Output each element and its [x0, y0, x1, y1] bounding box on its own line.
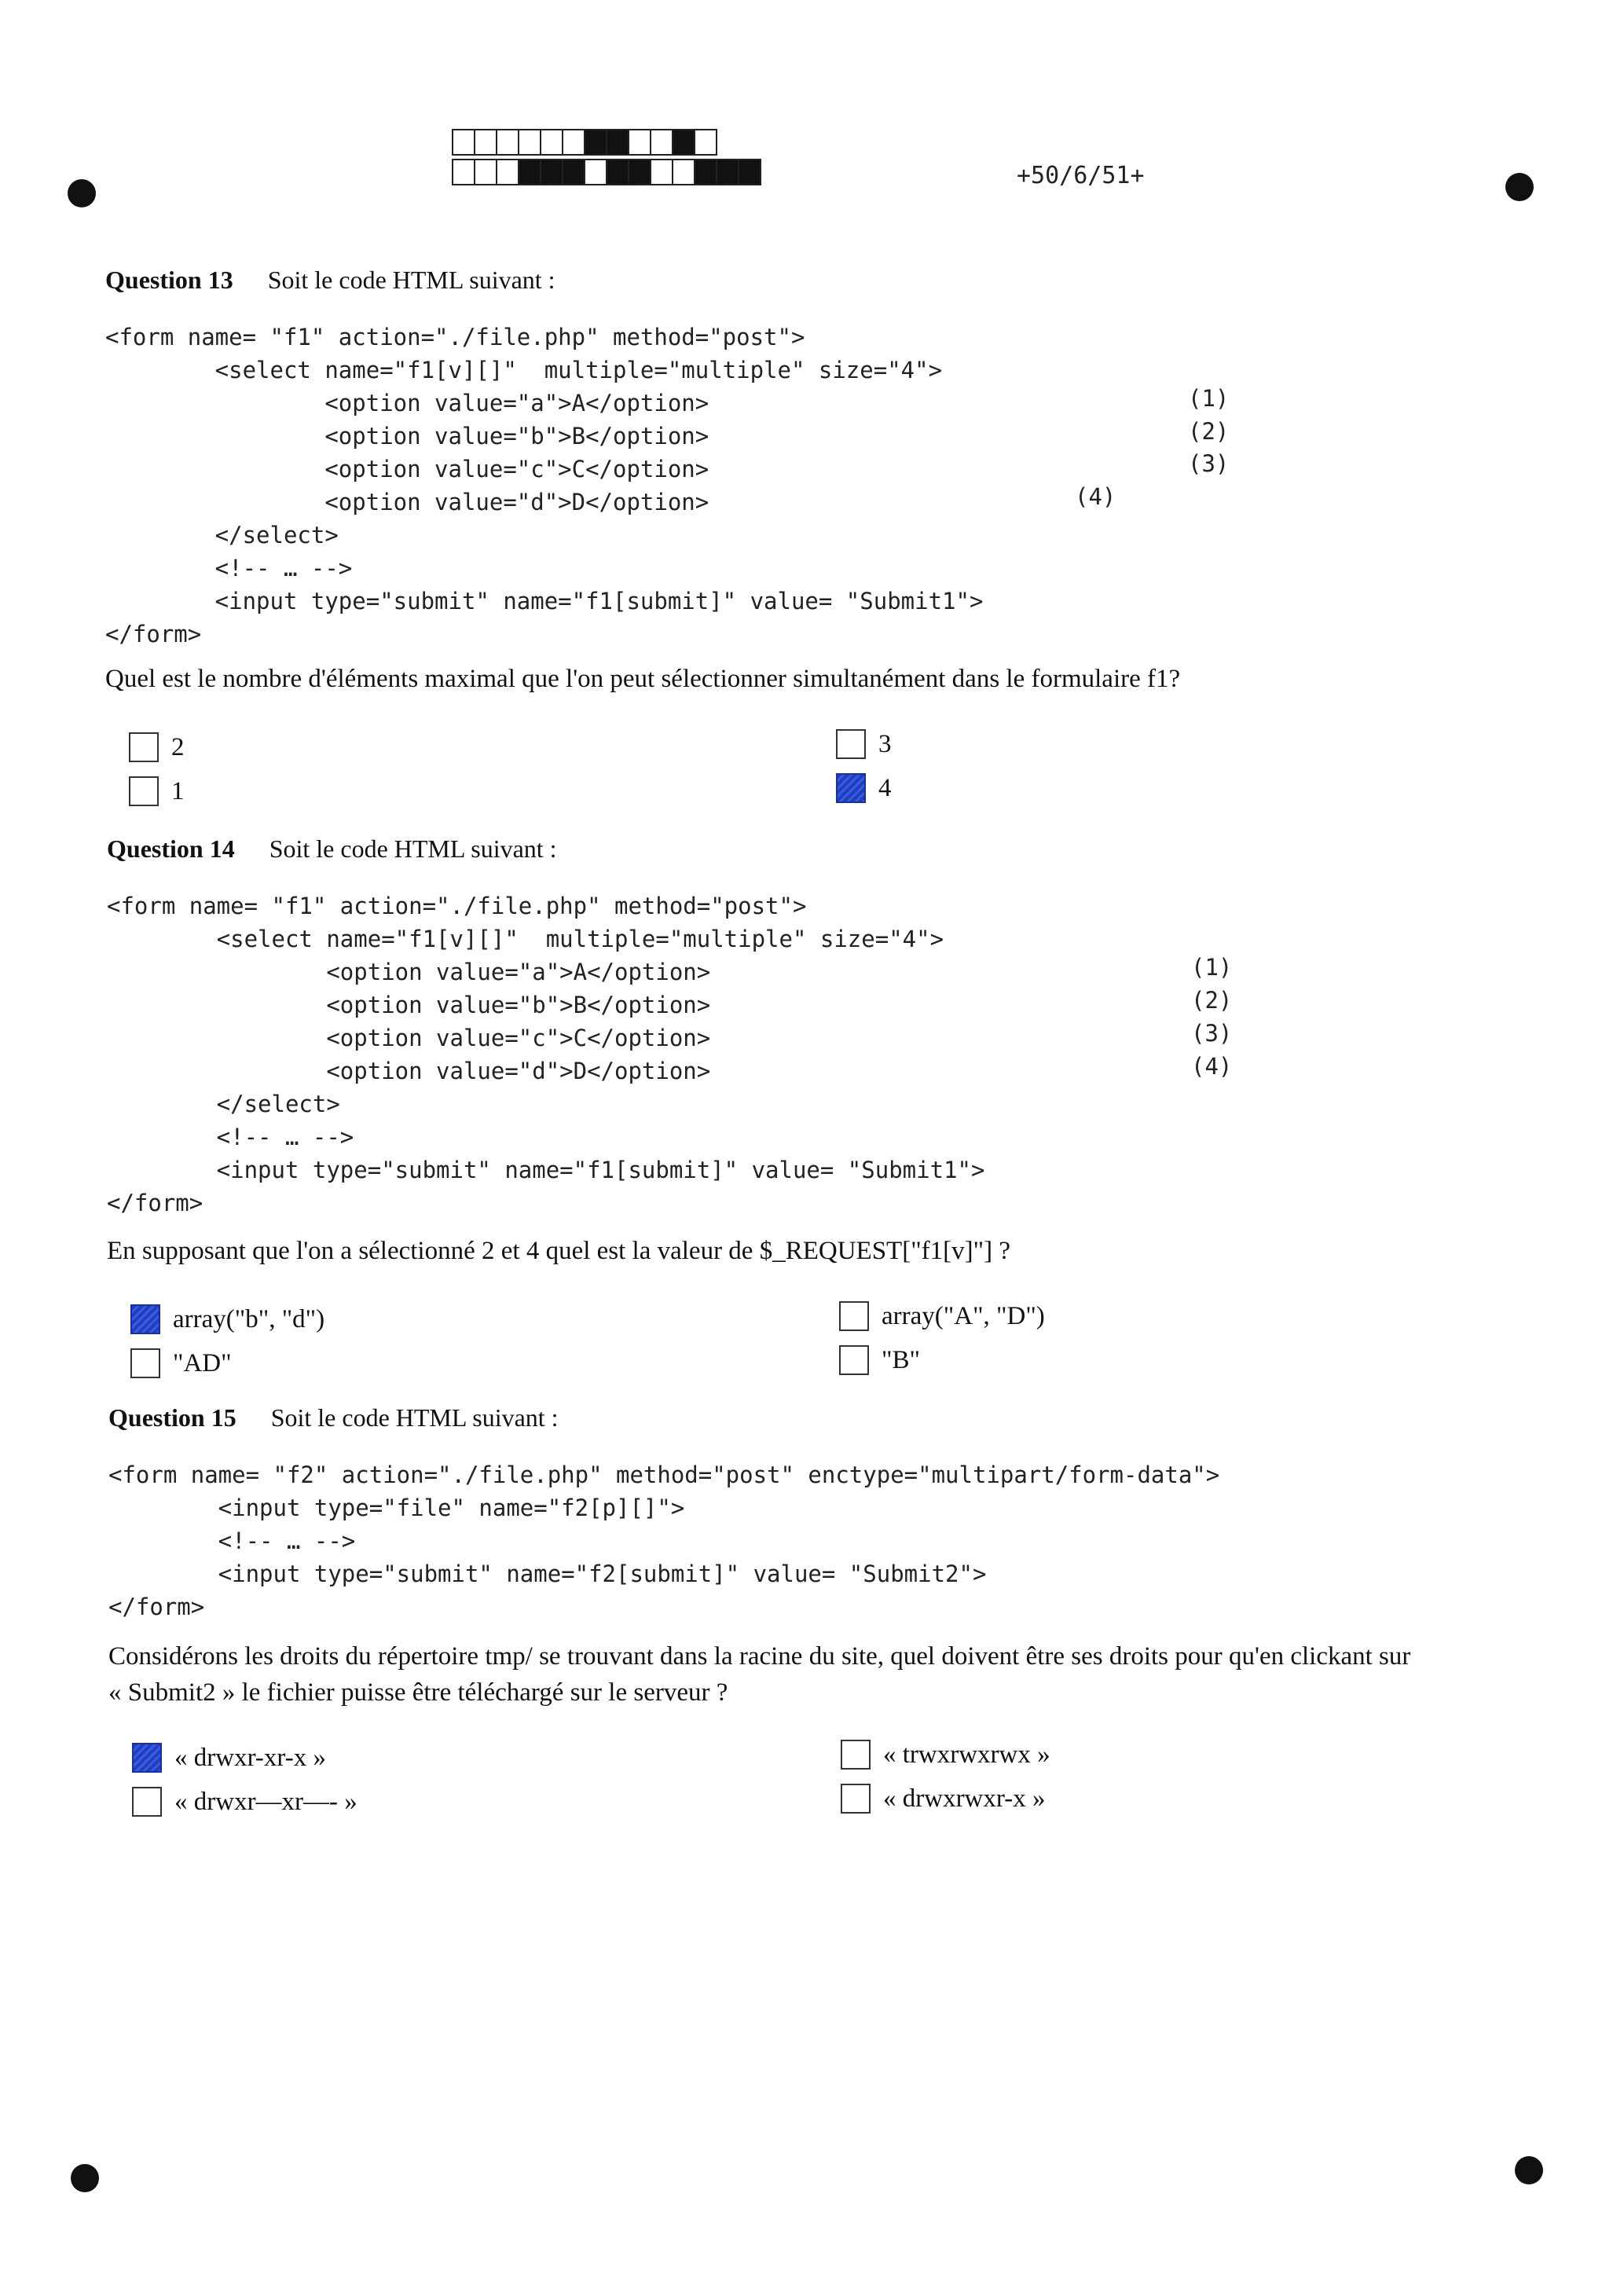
barcode-cell: [540, 159, 563, 185]
checkbox[interactable]: [130, 1348, 160, 1378]
registration-mark-bottom-left: [71, 2164, 99, 2192]
registration-mark-top-right: [1505, 173, 1534, 201]
question-13-title: [105, 266, 555, 295]
page-id: +50/6/51+: [1017, 162, 1145, 189]
code-line-number: (3): [1188, 450, 1230, 477]
barcode-cell: [584, 159, 607, 185]
registration-mark-bottom-right: [1515, 2156, 1543, 2184]
barcode-row-2: [452, 159, 760, 185]
question-13-intro: Soit le code HTML suivant :: [267, 266, 555, 294]
code-line: <!-- … -->: [108, 1528, 356, 1554]
barcode-cell: [518, 129, 541, 156]
barcode-row-1: [452, 129, 716, 156]
code-line: <input type="submit" name="f1[submit]" value= "Submit1">: [107, 1157, 985, 1183]
checkbox[interactable]: [836, 773, 866, 803]
answer-option[interactable]: [132, 1743, 326, 1773]
answer-option[interactable]: [841, 1740, 1050, 1770]
checkbox[interactable]: [836, 729, 866, 759]
checkbox[interactable]: [130, 1304, 160, 1334]
answer-option[interactable]: [839, 1345, 920, 1375]
question-14-prompt: En supposant que l'on a sélectionné 2 et 4 quel est la valeur de $_REQUEST["f1[v]"] ?: [107, 1237, 1010, 1265]
question-13-label: Question 13: [105, 266, 233, 294]
option-label: 2: [171, 732, 185, 761]
question-13-code: [105, 321, 983, 651]
barcode-cell: [650, 159, 673, 185]
barcode-cell: [496, 159, 519, 185]
barcode-cell: [496, 129, 519, 156]
code-line: <input type="submit" name="f1[submit]" value= "Submit1">: [105, 588, 984, 614]
code-line: <option value="b">B</option>: [107, 992, 711, 1018]
code-line: </select>: [105, 522, 339, 548]
option-label: « drwxr-xr-x »: [174, 1743, 326, 1772]
code-line: </form>: [107, 1190, 203, 1216]
code-line: </form>: [108, 1594, 205, 1620]
code-line-number: (1): [1191, 954, 1233, 981]
code-line-number: (1): [1188, 385, 1230, 412]
barcode-cell: [584, 129, 607, 156]
barcode-cell: [452, 159, 475, 185]
code-line: </select>: [107, 1091, 340, 1117]
answer-option[interactable]: [129, 732, 185, 762]
question-14-label: Question 14: [107, 834, 235, 863]
barcode-cell: [672, 159, 695, 185]
barcode-cell: [738, 159, 761, 185]
question-14-intro: Soit le code HTML suivant :: [269, 834, 557, 863]
option-label: array("A", "D"): [882, 1301, 1045, 1330]
code-line: <!-- … -->: [107, 1124, 354, 1150]
code-line: <select name="f1[v][]" multiple="multiple" size="4">: [105, 357, 943, 383]
checkbox[interactable]: [839, 1301, 869, 1331]
code-line: </form>: [105, 621, 202, 647]
checkbox[interactable]: [841, 1740, 871, 1770]
answer-option[interactable]: [839, 1301, 1045, 1331]
barcode-cell: [474, 129, 497, 156]
code-line: <option value="c">C</option>: [107, 1025, 711, 1051]
barcode-cell: [606, 129, 629, 156]
option-label: « trwxrwxrwx »: [883, 1740, 1050, 1769]
barcode-cell: [650, 129, 673, 156]
barcode-cell: [540, 129, 563, 156]
barcode-cell: [562, 129, 585, 156]
option-label: 4: [878, 773, 892, 802]
registration-mark-top-left: [68, 179, 96, 207]
barcode-cell: [628, 159, 651, 185]
option-label: « drwxrwxr-x »: [883, 1784, 1046, 1813]
answer-option[interactable]: [132, 1787, 357, 1817]
question-14-code: [107, 889, 984, 1220]
code-line: <input type="submit" name="f2[submit]" value= "Submit2">: [108, 1561, 987, 1587]
answer-option[interactable]: [836, 729, 892, 759]
question-15-prompt-line1: Considérons les droits du répertoire tmp/ se trouvant dans la racine du site, quel doivent être ses droits pour qu'en clickant sur: [108, 1642, 1411, 1671]
code-line: <option value="a">A</option>: [107, 959, 711, 985]
question-15-code: [108, 1458, 1219, 1623]
code-line: <option value="c">C</option>: [105, 456, 709, 482]
barcode-cell: [606, 159, 629, 185]
option-label: "AD": [173, 1348, 232, 1377]
checkbox[interactable]: [132, 1787, 162, 1817]
code-line: <option value="d">D</option>: [105, 489, 709, 515]
option-label: "B": [882, 1345, 920, 1374]
question-13-prompt: Quel est le nombre d'éléments maximal que l'on peut sélectionner simultanément dans le formulaire f1?: [105, 665, 1181, 693]
code-line: <option value="b">B</option>: [105, 423, 709, 449]
question-15-intro: Soit le code HTML suivant :: [270, 1403, 559, 1432]
code-line: <form name= "f1" action="./file.php" method="post">: [107, 893, 807, 919]
code-line: <select name="f1[v][]" multiple="multiple" size="4">: [107, 926, 944, 952]
question-15-title: [108, 1403, 559, 1432]
barcode-cell: [716, 159, 739, 185]
code-line: <option value="a">A</option>: [105, 390, 709, 416]
code-line-number: (3): [1191, 1020, 1233, 1047]
answer-option[interactable]: [841, 1784, 1045, 1814]
question-15-label: Question 15: [108, 1403, 236, 1432]
checkbox[interactable]: [841, 1784, 871, 1814]
question-14-title: [107, 834, 557, 864]
code-line-number: (2): [1191, 987, 1233, 1014]
barcode-cell: [474, 159, 497, 185]
checkbox[interactable]: [132, 1743, 162, 1773]
answer-option[interactable]: [130, 1348, 232, 1378]
checkbox[interactable]: [839, 1345, 869, 1375]
answer-option[interactable]: [129, 776, 185, 806]
barcode-cell: [518, 159, 541, 185]
code-line-number: (2): [1188, 418, 1230, 445]
code-line: <option value="d">D</option>: [107, 1058, 711, 1084]
code-line-number: (4): [1191, 1053, 1233, 1080]
code-line: <input type="file" name="f2[p][]">: [108, 1495, 685, 1521]
option-label: 3: [878, 729, 892, 758]
code-line: <!-- … -->: [105, 555, 353, 581]
code-line: <form name= "f2" action="./file.php" method="post" enctype="multipart/form-data">: [108, 1462, 1220, 1488]
barcode-cell: [628, 129, 651, 156]
option-label: array("b", "d"): [173, 1304, 325, 1333]
option-label: « drwxr—xr—- »: [174, 1787, 357, 1816]
barcode-cell: [672, 129, 695, 156]
barcode-cell: [452, 129, 475, 156]
checkbox[interactable]: [129, 732, 159, 762]
barcode-cell: [694, 129, 717, 156]
barcode-cell: [694, 159, 717, 185]
code-line: <form name= "f1" action="./file.php" method="post">: [105, 324, 805, 350]
option-label: 1: [171, 776, 185, 805]
checkbox[interactable]: [129, 776, 159, 806]
question-15-prompt-line2: « Submit2 » le fichier puisse être téléchargé sur le serveur ?: [108, 1678, 728, 1707]
answer-option[interactable]: [130, 1304, 324, 1334]
barcode-cell: [562, 159, 585, 185]
answer-option[interactable]: [836, 773, 892, 803]
code-line-number: (4): [1075, 483, 1116, 510]
